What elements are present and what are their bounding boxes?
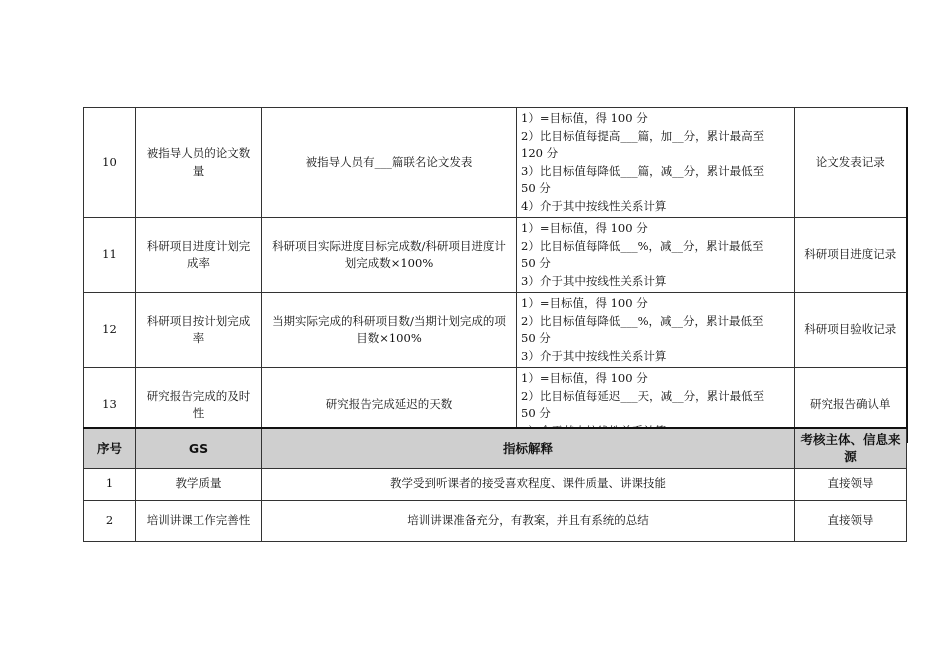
table-row <box>84 108 907 218</box>
indicator-definition: 当期实际完成的科研项目数/当期计划完成的项目数×100% <box>262 293 517 368</box>
indicator-definition: 被指导人员有___篇联名论文发表 <box>262 108 517 218</box>
table-header-row <box>84 428 907 468</box>
indicator-explanation: 教学受到听课者的接受喜欢程度、课件质量、讲课技能 <box>262 468 795 500</box>
indicator-definition: 科研项目实际进度目标完成数/科研项目进度计划完成数×100% <box>262 218 517 293</box>
scoring-rules <box>517 293 795 368</box>
rule-line: 120 分 <box>521 146 559 160</box>
rule-line: 1）=目标值，得 100 分 <box>521 221 648 235</box>
row-index: 13 <box>84 368 136 443</box>
info-source: 直接领导 <box>795 500 907 541</box>
rule-line: 50 分 <box>521 406 551 420</box>
indicator-explanation: 培训讲课准备充分，有教案，并且有系统的总结 <box>262 500 795 541</box>
rule-line: 50 分 <box>521 181 551 195</box>
gs-name: 培训讲课工作完善性 <box>136 500 262 541</box>
indicator-name: 科研项目按计划完成率 <box>136 293 262 368</box>
info-source: 论文发表记录 <box>795 108 907 218</box>
row-index: 1 <box>84 468 136 500</box>
row-index: 12 <box>84 293 136 368</box>
info-source: 科研项目进度记录 <box>795 218 907 293</box>
rule-line: 3）比目标值每降低___篇，减__分，累计最低至 <box>521 163 765 178</box>
indicator-name: 研究报告完成的及时性 <box>136 368 262 443</box>
info-source: 直接领导 <box>795 468 907 500</box>
rule-line: 4）介于其中按线性关系计算 <box>521 198 667 213</box>
rule-line: 2）比目标值每降低___%，减__分，累计最低至 <box>521 313 764 328</box>
row-index: 10 <box>84 108 136 218</box>
rule-line: 1）=目标值，得 100 分 <box>521 111 648 125</box>
indicator-table-upper <box>83 107 908 443</box>
rule-line: 50 分 <box>521 256 551 270</box>
indicator-name: 被指导人员的论文数量 <box>136 108 262 218</box>
header-source: 考核主体、信息来源 <box>795 428 907 468</box>
rule-line: 2）比目标值每降低___%，减__分，累计最低至 <box>521 238 764 253</box>
rule-line: 2）比目标值每延迟___天，减__分，累计最低至 <box>521 388 765 403</box>
gs-name: 教学质量 <box>136 468 262 500</box>
table-row <box>84 468 907 500</box>
rule-line: 3）介于其中按线性关系计算 <box>521 273 667 288</box>
row-index: 2 <box>84 500 136 541</box>
indicator-name: 科研项目进度计划完成率 <box>136 218 262 293</box>
rule-line: 50 分 <box>521 331 551 345</box>
info-source: 研究报告确认单 <box>795 368 907 443</box>
rule-line: 3）介于其中按线性关系计算 <box>521 348 667 363</box>
row-index: 11 <box>84 218 136 293</box>
scoring-rules <box>517 108 795 218</box>
table-row <box>84 500 907 541</box>
rule-line: 1）=目标值，得 100 分 <box>521 296 648 310</box>
rule-line: 2）比目标值每提高___篇，加__分，累计最高至 <box>521 128 765 143</box>
info-source: 科研项目验收记录 <box>795 293 907 368</box>
indicator-table-lower <box>83 427 907 542</box>
header-index: 序号 <box>84 428 136 468</box>
rule-line: 1）=目标值，得 100 分 <box>521 371 648 385</box>
table-row <box>84 218 907 293</box>
header-gs: GS <box>136 428 262 468</box>
scoring-rules <box>517 218 795 293</box>
table-row <box>84 293 907 368</box>
indicator-definition: 研究报告完成延迟的天数 <box>262 368 517 443</box>
header-explanation: 指标解释 <box>262 428 795 468</box>
